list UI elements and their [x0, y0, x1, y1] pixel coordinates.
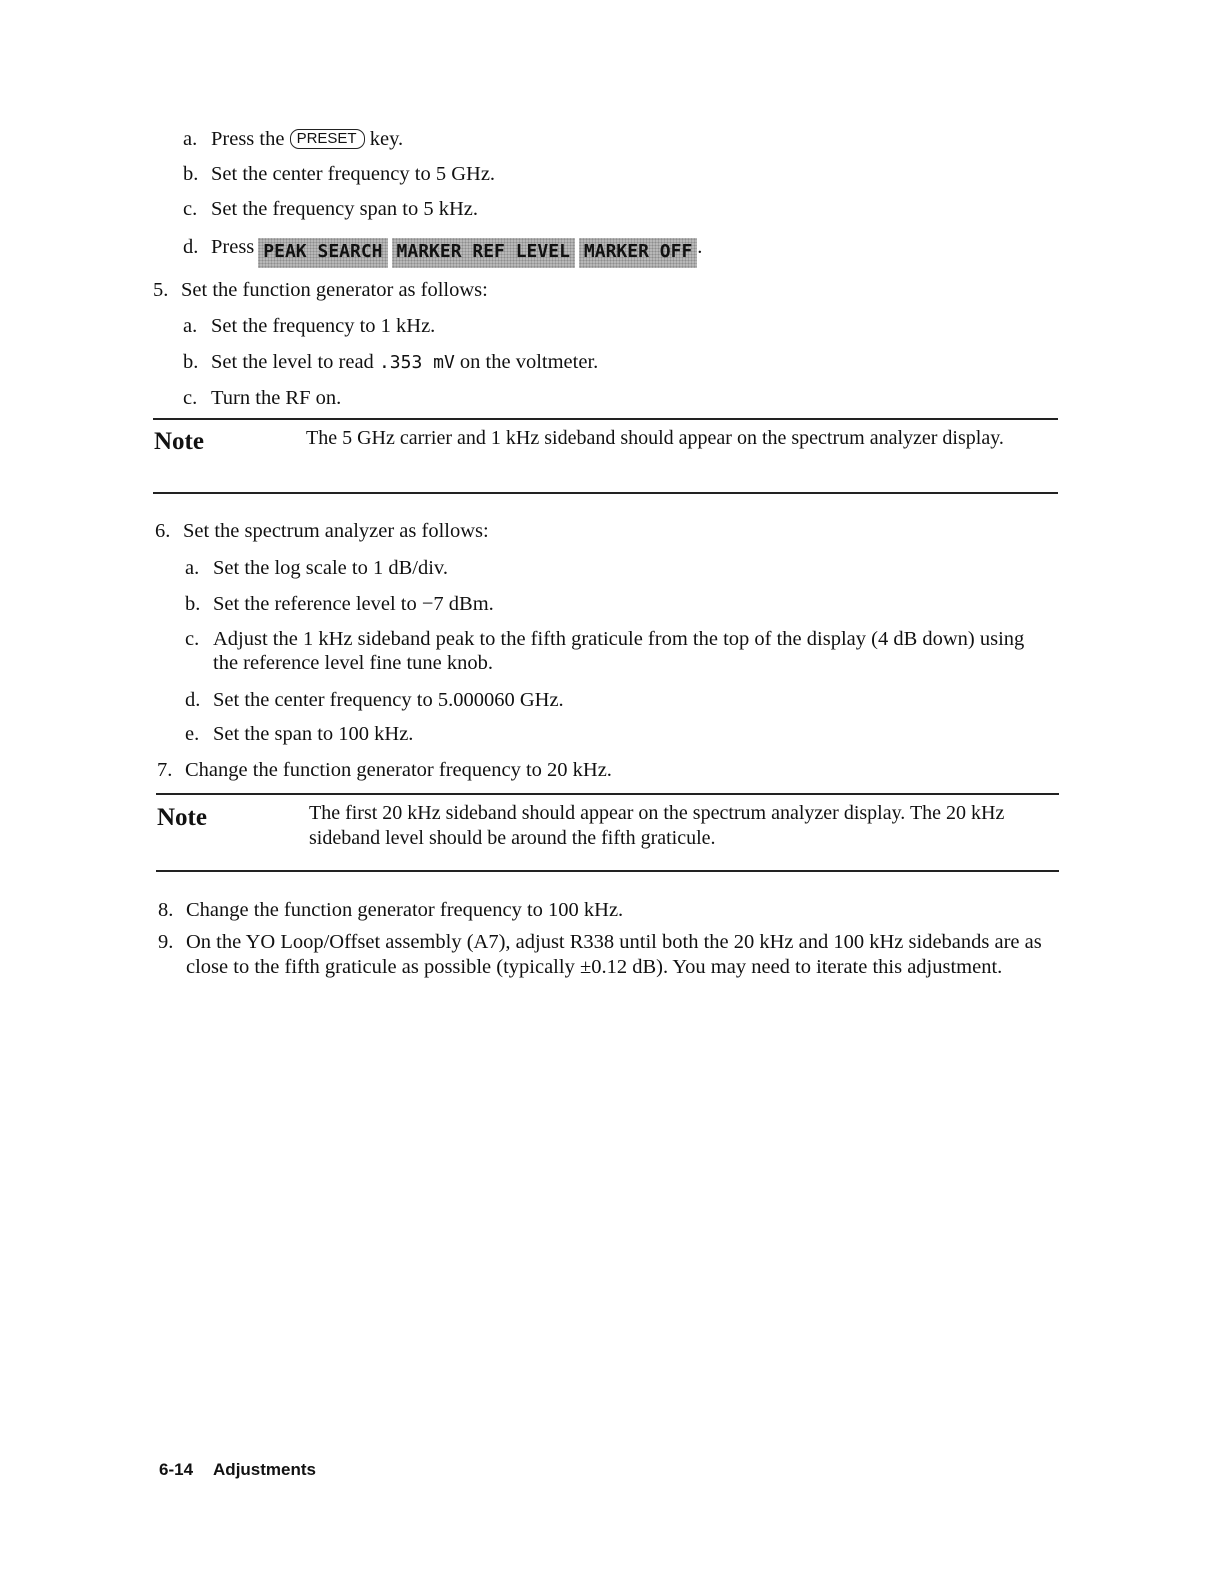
section-title: Adjustments	[213, 1460, 316, 1479]
step-5c: c. Turn the RF on.	[183, 387, 342, 409]
softkey-marker-ref-level: MARKER REF LEVEL	[392, 238, 575, 268]
note-divider-bottom	[153, 492, 1058, 494]
note-divider-top	[153, 418, 1058, 420]
page-footer	[159, 1460, 336, 1480]
step-4d: d. Press PEAK SEARCH MARKER REF LEVEL MARKER OFF .	[183, 235, 702, 268]
note-text: The first 20 kHz sideband should appear on the spectrum analyzer display. The 20 kHz sideband level should be around the fifth graticule.	[309, 802, 1005, 849]
step-4a: a. Press the PRESET key.	[183, 128, 404, 150]
note-text: The 5 GHz carrier and 1 kHz sideband should appear on the spectrum analyzer display.	[306, 427, 1004, 449]
step-8: 8. Change the function generator frequency to 100 kHz.	[158, 899, 624, 921]
note-divider-top	[156, 793, 1059, 795]
step-9-number: 9.	[158, 931, 174, 953]
softkey-peak-search: PEAK SEARCH	[258, 238, 387, 268]
step-6a: a. Set the log scale to 1 dB/div.	[185, 557, 448, 579]
step-7: 7. Change the function generator frequency to 20 kHz.	[157, 759, 612, 781]
step-4c: c. Set the frequency span to 5 kHz.	[183, 198, 478, 220]
voltmeter-reading: .353 mV	[378, 352, 455, 373]
preset-key: PRESET	[290, 129, 365, 149]
note-divider-bottom	[156, 870, 1059, 872]
step-6d: d. Set the center frequency to 5.000060 GHz.	[185, 689, 564, 711]
step-5: 5. Set the function generator as follows:	[153, 279, 488, 301]
step-9-text: On the YO Loop/Offset assembly (A7), adjust R338 until both the 20 kHz and 100 kHz sidebands are as close to the fifth graticule as possible (typically ±0.12 dB). You may need to iterate this adjustment.	[186, 931, 1042, 978]
note-heading: Note	[154, 428, 204, 455]
step-6e: e. Set the span to 100 kHz.	[185, 723, 414, 745]
step-6: 6. Set the spectrum analyzer as follows:	[155, 520, 489, 542]
step-6c-text: Adjust the 1 kHz sideband peak to the fifth graticule from the top of the display (4 dB down) using the reference level fine tune knob.	[213, 628, 1025, 674]
step-6b: b. Set the reference level to −7 dBm.	[185, 593, 494, 615]
step-4b: b. Set the center frequency to 5 GHz.	[183, 163, 496, 185]
page-number: 6-14	[159, 1460, 194, 1479]
step-6c-label: c.	[185, 628, 200, 650]
step-5a: a. Set the frequency to 1 kHz.	[183, 315, 436, 337]
step-5b: b. Set the level to read .353 mV on the voltmeter.	[183, 351, 599, 373]
step-label: a.	[183, 128, 198, 150]
note-heading: Note	[157, 804, 207, 831]
softkey-marker-off: MARKER OFF	[579, 238, 697, 268]
